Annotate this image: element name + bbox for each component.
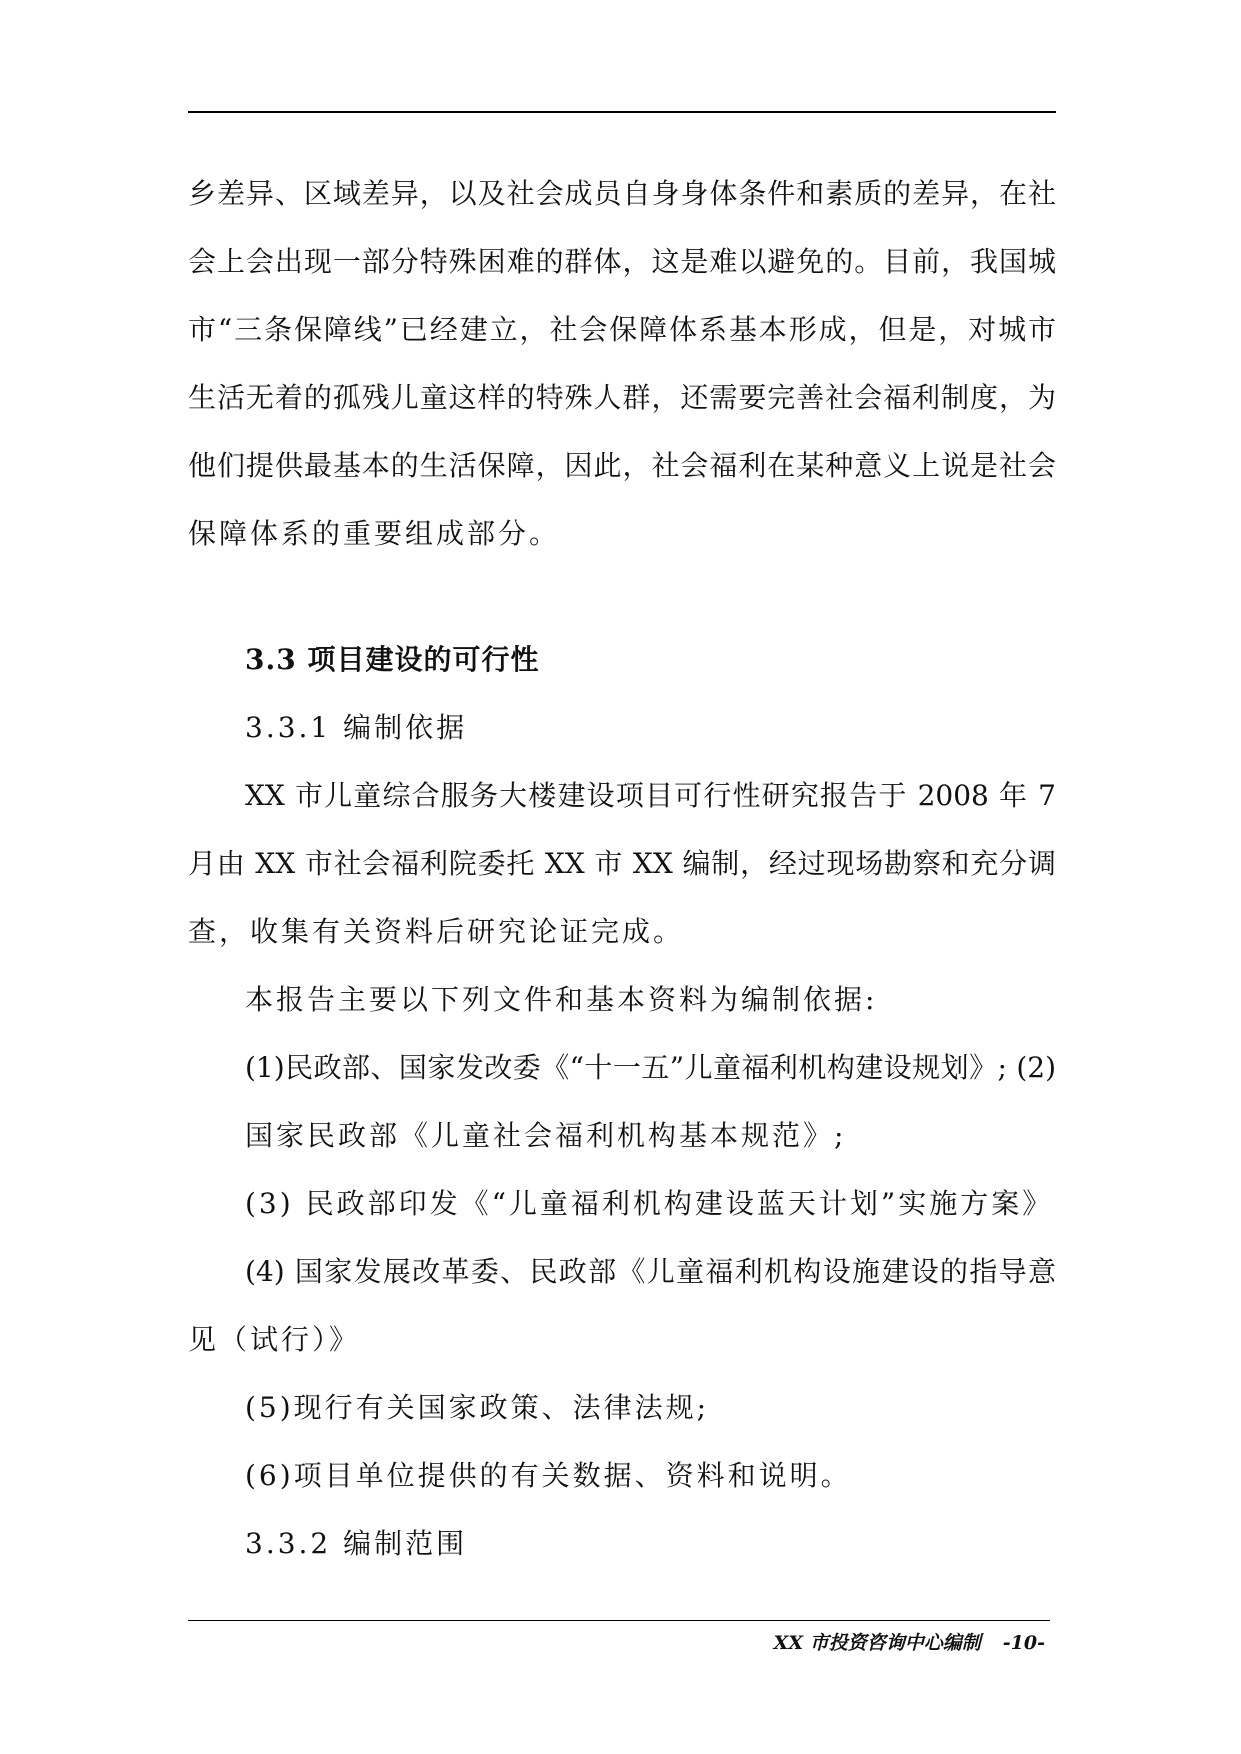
paragraph-line: 月由 XX 市社会福利院委托 XX 市 XX 编制，经过现场勘察和充分调 [188,847,1056,880]
paragraph-line: 市“三条保障线”已经建立，社会保障体系基本形成，但是，对城市 [188,313,1056,346]
paragraph-line: XX 市儿童综合服务大楼建设项目可行性研究报告于 2008 年 7 [245,779,1056,812]
paragraph-line: 会上会出现一部分特殊困难的群体，这是难以避免的。目前，我国城 [188,245,1056,278]
header-rule [188,111,1056,113]
footer-text: XX 市投资咨询中心编制 [773,1632,981,1654]
subsection-heading: 3.3.2 编制范围 [245,1527,468,1560]
list-item: 国家民政部《儿童社会福利机构基本规范》; [245,1119,847,1152]
list-item: (1)民政部、国家发改委《“十一五”儿童福利机构建设规划》; (2) [245,1051,1056,1084]
paragraph-line: 他们提供最基本的生活保障，因此，社会福利在某种意义上说是社会 [188,449,1056,482]
section-spacer [188,568,1056,626]
document-body [188,160,1056,1578]
page-footer [774,1628,1045,1655]
subsection-heading: 3.3.1 编制依据 [245,711,468,744]
paragraph-line: 生活无着的孤残儿童这样的特殊人群，还需要完善社会福利制度，为 [188,381,1056,414]
list-item: (4) 国家发展改革委、民政部《儿童福利机构设施建设的指导意 [245,1255,1056,1288]
footer-rule [188,1620,1050,1621]
page-number: -10- [1002,1632,1045,1654]
list-item: 见（试行）》 [188,1323,361,1356]
paragraph-line: 乡差异、区域差异，以及社会成员自身身体条件和素质的差异，在社 [188,177,1056,210]
paragraph-line: 查，收集有关资料后研究论证完成。 [188,915,685,948]
list-item: (6)项目单位提供的有关数据、资料和说明。 [245,1459,852,1492]
list-item: (3) 民政部印发《“儿童福利机构建设蓝天计划”实施方案》 [245,1187,1054,1220]
list-item: (5)现行有关国家政策、法律法规; [245,1391,710,1424]
section-heading: 3.3 项目建设的可行性 [245,643,540,676]
paragraph-line: 保障体系的重要组成部分。 [188,517,561,550]
list-intro: 本报告主要以下列文件和基本资料为编制依据: [245,983,878,1016]
